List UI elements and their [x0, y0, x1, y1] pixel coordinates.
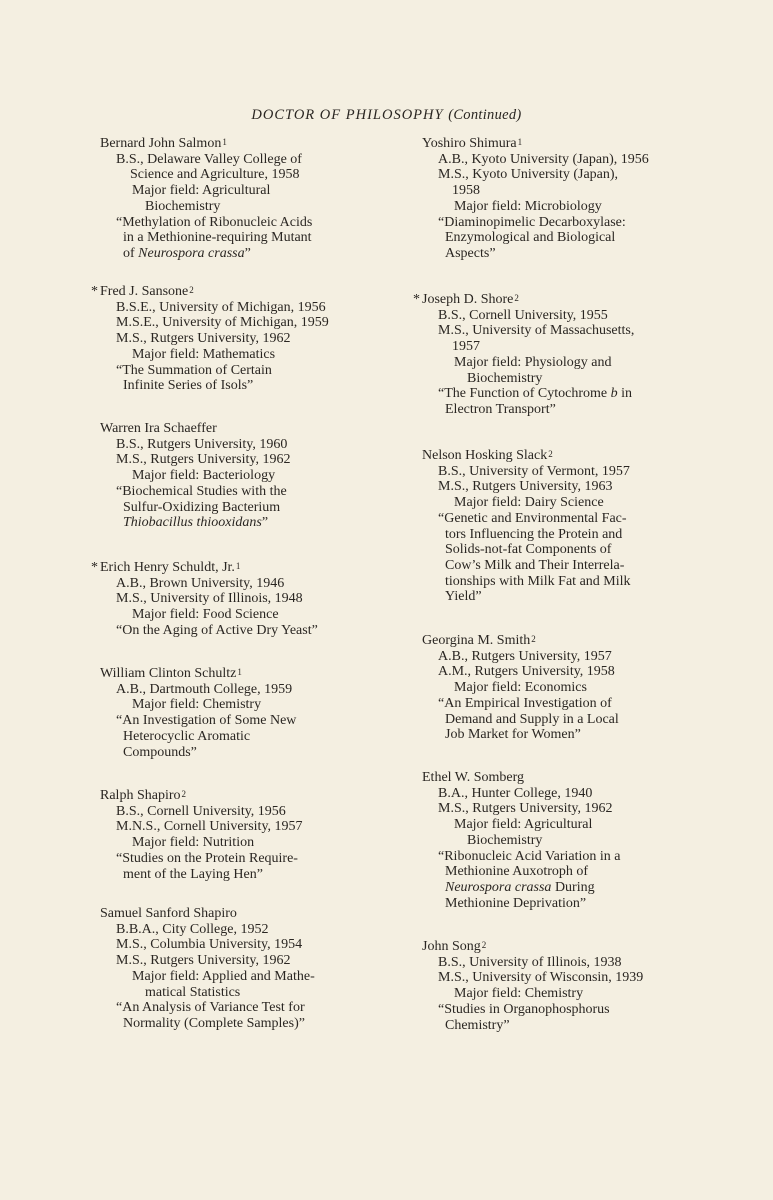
thesis-title-line: Methionine Auxotroph of [445, 864, 589, 880]
degree: B.S., Delaware Valley College of [116, 151, 302, 167]
entry-salmon [100, 136, 312, 262]
thesis-title-line: Normality (Complete Samples)” [123, 1015, 305, 1031]
thesis-title: “Methylation of Ribonucleic Acids [116, 214, 313, 230]
degree: M.N.S., Cornell University, 1957 [116, 819, 303, 835]
thesis-title: “An Investigation of Some New [116, 713, 297, 729]
thesis-title: “Studies in Organophosphorus [438, 1001, 610, 1017]
degree: M.S., Rutgers University, 1962 [116, 331, 291, 347]
degree-continued: 1957 [452, 339, 480, 355]
degree: A.B., Brown University, 1946 [116, 575, 285, 591]
degree: M.S., University of Massachusetts, [438, 323, 635, 339]
degree: M.S., Rutgers University, 1963 [438, 479, 613, 495]
entry-name: William Clinton Schultz$^1$ [100, 666, 242, 681]
thesis-title-line: Sulfur-Oxidizing Bacterium [123, 499, 281, 515]
heading-title: DOCTOR OF PHILOSOPHY [251, 107, 444, 123]
thesis-title-line: Job Market for Women” [445, 727, 581, 743]
entry-schultz [100, 666, 296, 760]
degree: B.S.E., University of Michigan, 1956 [116, 299, 326, 315]
thesis-title-line: Infinite Series of Isols” [123, 378, 254, 394]
major-field-continued: Biochemistry [467, 832, 543, 848]
major-field: Major field: Economics [454, 680, 587, 696]
degree-continued: Science and Agriculture, 1958 [130, 167, 300, 183]
thesis-title-line: in a Methionine-requiring Mutant [123, 230, 312, 246]
degree-continued: 1958 [452, 183, 480, 199]
major-field: Major field: Agricultural [454, 817, 593, 833]
degree: A.B., Dartmouth College, 1959 [116, 681, 293, 697]
entry-schaeffer [100, 421, 290, 531]
thesis-title: “On the Aging of Active Dry Yeast” [116, 622, 318, 638]
thesis-title-line: ment of the Laying Hen” [123, 866, 263, 882]
entry-name: Warren Ira Schaeffer [100, 421, 217, 436]
entry-shapiro-samuel [100, 906, 315, 1032]
major-field: Major field: Nutrition [132, 835, 255, 851]
degree: B.S., Rutgers University, 1960 [116, 436, 288, 452]
degree: B.B.A., City College, 1952 [116, 921, 269, 937]
entry-slack [422, 448, 631, 605]
thesis-title: “An Empirical Investigation of [438, 695, 612, 711]
degree: M.S., Kyoto University (Japan), [438, 167, 619, 183]
major-field: Major field: Dairy Science [454, 495, 604, 511]
thesis-title-line: tionships with Milk Fat and Milk [445, 573, 631, 589]
heading-continued: (Continued) [448, 107, 522, 123]
thesis-title: “The Function of Cytochrome b in [438, 386, 633, 402]
degree: B.S., Cornell University, 1956 [116, 803, 286, 819]
page-heading [0, 107, 773, 124]
entry-somberg [422, 770, 620, 911]
thesis-title-line: Heterocyclic Aromatic [123, 728, 251, 744]
degree: B.S., Cornell University, 1955 [438, 307, 608, 323]
entry-name: Georgina M. Smith$^2$ [422, 633, 536, 648]
entry-name: Ethel W. Somberg [422, 770, 525, 785]
thesis-title: “Biochemical Studies with the [116, 483, 287, 499]
entry-name: * Joseph D. Shore$^2$ [413, 292, 519, 307]
thesis-title: “An Analysis of Variance Test for [116, 1000, 305, 1016]
degree: B.S., University of Illinois, 1938 [438, 954, 622, 970]
entry-name: Yoshiro Shimura$^1$ [422, 136, 523, 151]
thesis-title-line: Thiobacillus thiooxidans” [123, 515, 269, 531]
entry-song [422, 939, 643, 1033]
entry-smith [422, 633, 619, 743]
thesis-title-line: Enzymological and Biological [445, 230, 616, 246]
thesis-title-line: Methionine Deprivation” [445, 895, 587, 911]
major-field: Major field: Chemistry [454, 986, 584, 1002]
thesis-title-line: Chemistry” [445, 1017, 510, 1033]
major-field: Major field: Physiology and [454, 354, 612, 370]
thesis-title-line: Solids-not-fat Components of [445, 542, 612, 558]
thesis-title-line: tors Influencing the Protein and [445, 526, 623, 542]
thesis-title: “Diaminopimelic Decarboxylase: [438, 214, 626, 230]
major-field: Major field: Microbiology [454, 198, 602, 214]
degree: A.M., Rutgers University, 1958 [438, 664, 615, 680]
thesis-title-line: Cow’s Milk and Their Interrela- [445, 557, 625, 573]
major-field: Major field: Food Science [132, 607, 279, 623]
degree: M.S., University of Wisconsin, 1939 [438, 970, 644, 986]
thesis-title: “Studies on the Protein Require- [116, 850, 298, 866]
thesis-title-line: Electron Transport” [445, 401, 556, 417]
major-field-continued: Biochemistry [467, 370, 543, 386]
degree: B.A., Hunter College, 1940 [438, 785, 593, 801]
entry-shapiro-ralph [100, 788, 303, 882]
thesis-title-line: Yield” [445, 589, 482, 605]
degree: M.S., Rutgers University, 1962 [116, 452, 291, 468]
major-field: Major field: Bacteriology [132, 468, 276, 484]
entry-shore [413, 292, 635, 418]
thesis-title-line: Compounds” [123, 744, 197, 760]
degree: M.S., Columbia University, 1954 [116, 937, 303, 953]
entry-name: Nelson Hosking Slack$^2$ [422, 448, 553, 463]
thesis-title-line: of Neurospora crassa” [123, 245, 251, 261]
major-field: Major field: Mathematics [132, 346, 276, 362]
entry-name: * Fred J. Sansone$^2$ [91, 284, 194, 299]
entry-name: Bernard John Salmon$^1$ [100, 136, 227, 151]
major-field: Major field: Applied and Mathe- [132, 968, 315, 984]
degree: M.S., Rutgers University, 1962 [116, 953, 291, 969]
thesis-title: “Genetic and Environmental Fac- [438, 510, 627, 526]
thesis-title-line: Neurospora crassa During [445, 879, 595, 895]
degree: A.B., Kyoto University (Japan), 1956 [438, 151, 649, 167]
degree: B.S., University of Vermont, 1957 [438, 463, 630, 479]
major-field-continued: Biochemistry [145, 198, 221, 214]
degree: A.B., Rutgers University, 1957 [438, 648, 612, 664]
major-field: Major field: Agricultural [132, 183, 271, 199]
degree: M.S., University of Illinois, 1948 [116, 591, 303, 607]
degree: M.S.E., University of Michigan, 1959 [116, 315, 329, 331]
thesis-title-line: Aspects” [445, 245, 496, 261]
entry-name: * Erich Henry Schuldt, Jr.$^1$ [91, 560, 241, 575]
entry-schuldt [91, 560, 318, 639]
entry-name: John Song$^2$ [422, 939, 487, 954]
thesis-title-line: Demand and Supply in a Local [445, 711, 619, 727]
thesis-title: “Ribonucleic Acid Variation in a [438, 848, 621, 864]
entry-shimura [422, 136, 649, 262]
degree: M.S., Rutgers University, 1962 [438, 801, 613, 817]
entry-name: Ralph Shapiro$^2$ [100, 788, 186, 803]
thesis-title: “The Summation of Certain [116, 362, 272, 378]
entry-name: Samuel Sanford Shapiro [100, 906, 237, 921]
major-field: Major field: Chemistry [132, 697, 262, 713]
entry-sansone [91, 284, 329, 394]
major-field-continued: matical Statistics [145, 984, 241, 1000]
